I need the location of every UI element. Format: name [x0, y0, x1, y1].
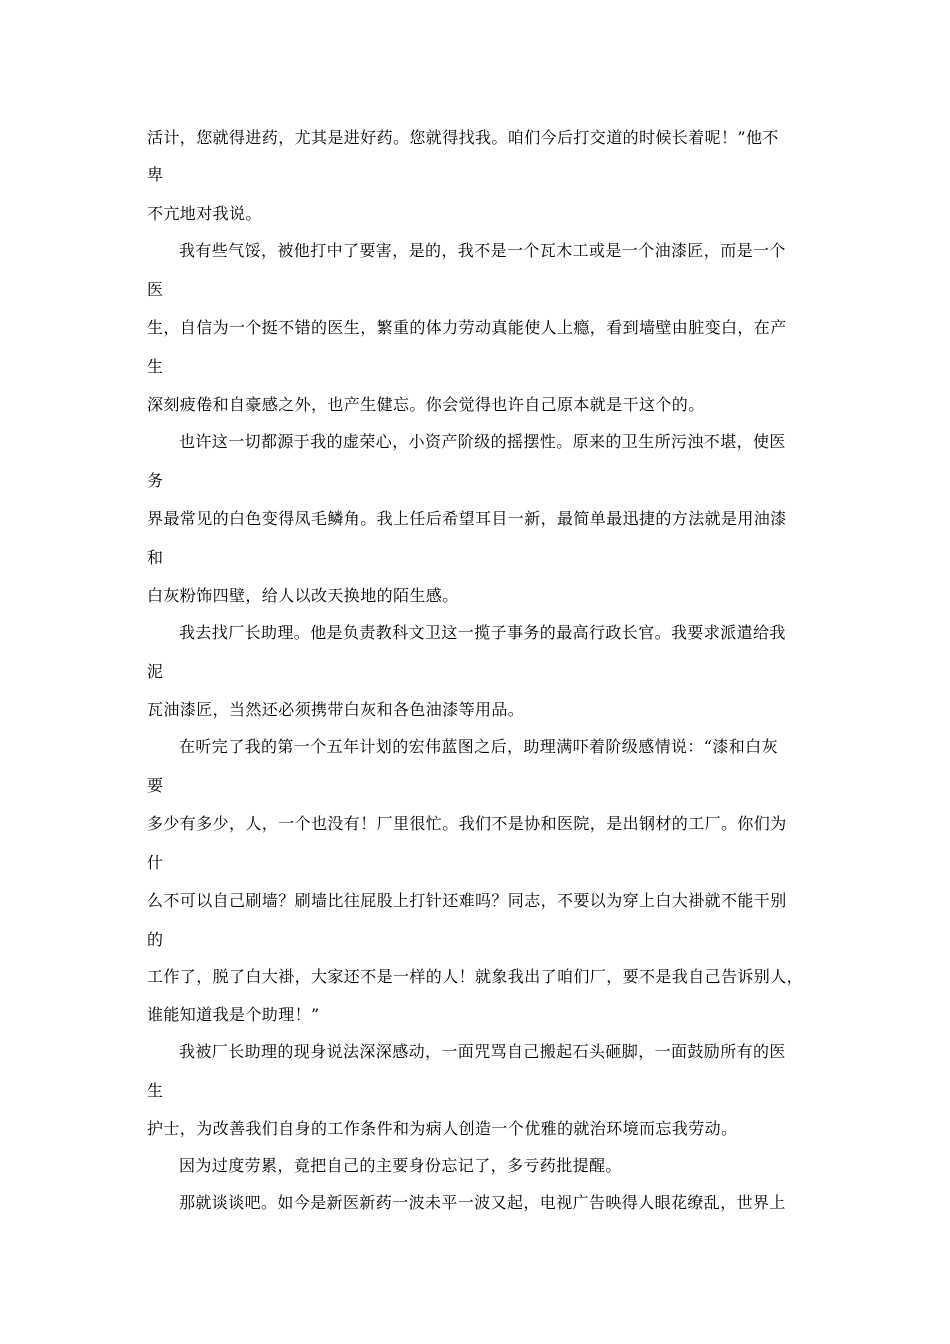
text-line: 泥: [147, 662, 164, 681]
paragraph-start-line: 我有些气馁，被他打中了要害，是的，我不是一个瓦木工或是一个油漆匠，而是一个: [179, 241, 786, 260]
text-line: 工作了，脱了白大褂，大家还不是一样的人！就象我出了咱们厂，要不是我自己告诉别人，: [147, 967, 804, 986]
text-line: 深刻疲倦和自豪感之外，也产生健忘。你会觉得也许自己原本就是干这个的。: [147, 395, 705, 414]
text-line: 活计，您就得进药，尤其是进好药。您就得找我。咱们今后打交道的时候长着呢！”他不: [147, 128, 779, 147]
text-line: 什: [147, 853, 164, 872]
text-line: 白灰粉饰四壁，给人以改天换地的陌生感。: [147, 586, 459, 605]
paragraph-start-line: 我被厂长助理的现身说法深深感动，一面咒骂自己搬起石头砸脚，一面鼓励所有的医: [179, 1042, 786, 1061]
paragraph-start-line: 我去找厂长助理。他是负责教科文卫这一揽子事务的最高行政长官。我要求派遣给我: [179, 623, 786, 642]
text-line: 界最常见的白色变得凤毛鳞角。我上任后希望耳目一新，最简单最迅捷的方法就是用油漆: [147, 509, 787, 528]
text-line: 谁能知道我是个助理！”: [147, 1005, 320, 1024]
text-line: 么不可以自己刷墙？刷墙比往屁股上打针还难吗？同志，不要以为穿上白大褂就不能干别: [147, 891, 787, 910]
text-line: 生: [147, 1081, 164, 1100]
text-line: 生: [147, 357, 164, 376]
text-line: 多少有多少，人，一个也没有！厂里很忙。我们不是协和医院，是出钢材的工厂。你们为: [147, 814, 787, 833]
text-line: 不亢地对我说。: [147, 204, 262, 223]
paragraph-start-line: 那就谈谈吧。如今是新医新药一波未平一波又起，电视广告映得人眼花缭乱，世界上: [179, 1193, 786, 1212]
text-line: 生，自信为一个挺不错的医生，繁重的体力劳动真能使人上瘾，看到墙壁由脏变白，在产: [147, 318, 787, 337]
text-line: 务: [147, 471, 164, 490]
paragraph-start-line: 因为过度劳累，竟把自己的主要身份忘记了，多亏药批提醒。: [179, 1156, 622, 1175]
text-line: 医: [147, 280, 164, 299]
paragraph-start-line: 在听完了我的第一个五年计划的宏伟蓝图之后，助理满吓着阶级感情说：“漆和白灰: [179, 737, 778, 756]
text-line: 的: [147, 930, 164, 949]
text-line: 瓦油漆匠，当然还必须携带白灰和各色油漆等用品。: [147, 700, 525, 719]
text-line: 卑: [147, 165, 164, 184]
paragraph-start-line: 也许这一切都源于我的虚荣心，小资产阶级的摇摆性。原来的卫生所污浊不堪，使医: [179, 432, 786, 451]
text-line: 和: [147, 548, 164, 567]
text-line: 护士，为改善我们自身的工作条件和为病人创造一个优雅的就治环境而忘我劳动。: [147, 1119, 738, 1138]
text-line: 要: [147, 776, 164, 795]
